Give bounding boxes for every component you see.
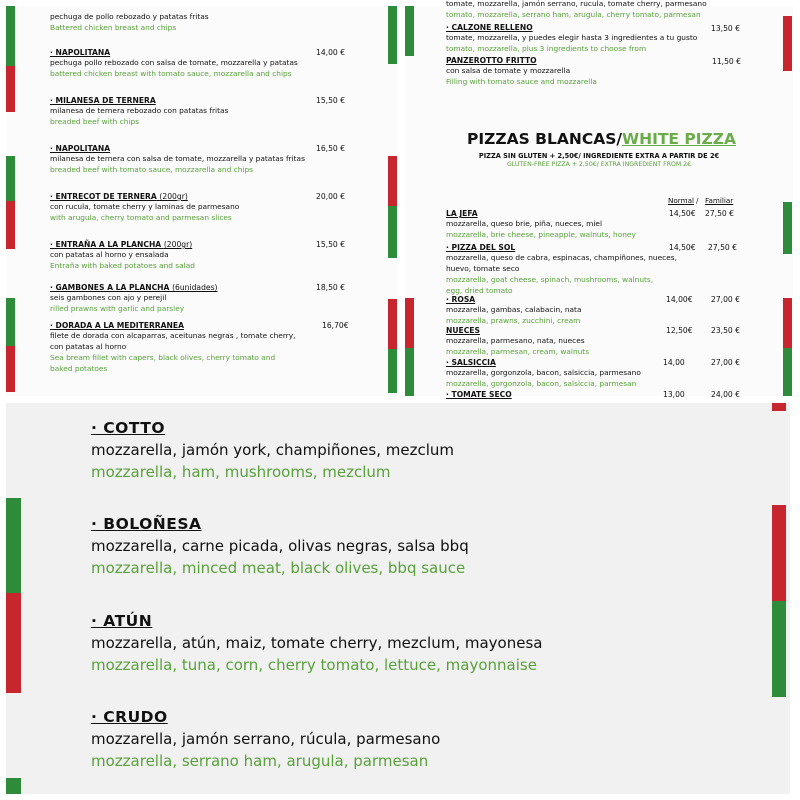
item-price: 11,50 € xyxy=(712,57,741,66)
item-title: · GAMBONES A LA PLANCHA (6unidades) xyxy=(50,283,218,292)
price-normal: 14,00 xyxy=(663,358,685,367)
price-normal: 14,50€ xyxy=(669,209,696,218)
item-desc: pechuga de pollo rebozado y patatas fritas xyxy=(50,12,209,21)
column-separator: / xyxy=(696,196,699,205)
item-desc-en: Sea bream fillet with capers, black olives, cherry tomato and xyxy=(50,353,276,362)
price-normal: 14,00€ xyxy=(666,295,693,304)
item-desc: seis gambones con ajo y perejil xyxy=(50,293,167,302)
item-desc-en: Filling with tomato sauce and mozzarella xyxy=(446,77,597,86)
item-desc: milanesa de ternera rebozado con patatas fritas xyxy=(50,106,229,115)
item-desc: mozzarella, jamón serrano, rúcula, parmesano xyxy=(91,730,441,748)
menu-item xyxy=(91,515,469,577)
item-desc: tomate, mozzarella, y puedes elegir hasta 3 ingredientes a tu gusto xyxy=(446,33,698,42)
item-title: · CRUDO xyxy=(91,708,168,726)
menu-item xyxy=(446,243,781,296)
price-normal: 14,50€ xyxy=(669,243,696,252)
item-desc-en: breaded beef with tomato sauce, mozzarella and chips xyxy=(50,165,253,174)
item-desc-en: mozzarella, serrano ham, arugula, parmesan xyxy=(91,752,429,770)
item-price: 13,50 € xyxy=(711,24,740,33)
menu-item xyxy=(446,326,781,357)
menu-item xyxy=(50,96,380,127)
column-header-normal: Normal xyxy=(668,196,695,205)
item-desc: mozzarella, gambas, calabacin, nata xyxy=(446,305,582,314)
item-desc: huevo, tomate seco xyxy=(446,264,520,273)
item-desc-en: Battered chicken breast and chips xyxy=(50,23,177,32)
menu-page-bottom xyxy=(6,403,790,794)
item-desc: mozzarella, gorgonzola, bacon, salsiccia, parmesano xyxy=(446,368,641,377)
item-desc-en: Entraña with baked potatoes and salad xyxy=(50,261,195,270)
item-desc-en: mozzarella, goat cheese, spinach, mushrooms, walnuts, xyxy=(446,275,654,284)
menu-item xyxy=(91,708,440,770)
item-title: · NAPOLITANA xyxy=(50,144,111,153)
item-title: NUECES xyxy=(446,326,480,335)
item-desc-en: battered chicken breast with tomato sauce, mozzarella and chips xyxy=(50,69,292,78)
menu-item xyxy=(446,358,781,389)
section-subtitle: PIZZA SIN GLUTEN + 2,50€/ INGREDIENTE EXTRA A PARTIR DE 2€ xyxy=(478,152,720,160)
menu-item xyxy=(50,283,380,314)
item-title: · ROSA xyxy=(446,295,476,304)
item-title: · ATÚN xyxy=(91,612,153,630)
item-title: · NAPOLITANA xyxy=(50,48,111,57)
menu-item xyxy=(50,192,380,223)
price-familiar: 27,50 € xyxy=(705,209,734,218)
item-desc-en: mozzarella, gorgonzola, bacon, salsiccia, parmesan xyxy=(446,379,637,388)
item-desc-en: mozzarella, minced meat, black olives, bbq sauce xyxy=(91,559,466,577)
item-price: 16,50 € xyxy=(316,144,345,153)
menu-item xyxy=(446,209,781,240)
item-desc-en: mozzarella, parmesan, cream, walnuts xyxy=(446,347,590,356)
item-desc: mozzarella, queso brie, piña, nueces, miel xyxy=(446,219,603,228)
item-title: · MILANESA DE TERNERA xyxy=(50,96,156,105)
item-title: · DORADA A LA MEDITERRANEA xyxy=(50,321,184,330)
price-familiar: 27,50 € xyxy=(708,243,737,252)
menu-item xyxy=(50,144,380,175)
item-price: 15,50 € xyxy=(316,96,345,105)
item-desc-en: mozzarella, tuna, corn, cherry tomato, lettuce, mayonnaise xyxy=(91,656,537,674)
menu-item xyxy=(446,390,781,399)
item-desc: con patatas al horno xyxy=(50,342,127,351)
item-desc-en: mozzarella, prawns, zucchini, cream xyxy=(446,316,581,325)
item-title xyxy=(50,0,380,11)
price-normal: 13,00 xyxy=(663,390,685,399)
menu-item xyxy=(91,419,454,481)
item-desc-en: mozzarella, ham, mushrooms, mezclum xyxy=(91,463,391,481)
menu-page-right xyxy=(405,0,793,399)
item-desc: con patatas al horno y ensalada xyxy=(50,250,169,259)
menu-item xyxy=(446,295,781,326)
item-desc: mozzarella, jamón york, champiñones, mezclum xyxy=(91,441,454,459)
menu-page-left xyxy=(6,6,397,396)
item-title: · CALZONE RELLENO xyxy=(446,23,533,32)
price-familiar: 27,00 € xyxy=(711,295,740,304)
item-desc-en: mozzarella, brie cheese, pineapple, walnuts, honey xyxy=(446,230,636,239)
price-familiar: 24,00 € xyxy=(711,390,740,399)
item-desc: mozzarella, atún, maiz, tomate cherry, mezclum, mayonesa xyxy=(91,634,543,652)
menu-item xyxy=(91,612,542,674)
price-familiar: 23,50 € xyxy=(711,326,740,335)
price-familiar: 27,00 € xyxy=(711,358,740,367)
section-subtitle-en: GLUTEN-FREE PIZZA + 2,50€/ EXTRA INGREDIENT FROM 2€ xyxy=(506,161,692,168)
price-normal: 12,50€ xyxy=(666,326,693,335)
item-desc: pechuga pollo rebozado con salsa de tomate, mozzarella y patatas xyxy=(50,58,298,67)
item-desc: con rucula, tomate cherry y laminas de parmesano xyxy=(50,202,240,211)
item-desc: mozzarella, parmesano, nata, nueces xyxy=(446,336,585,345)
menu-item xyxy=(446,23,776,54)
menu-item xyxy=(50,240,380,271)
item-desc-en: tomato, mozzarella, plus 3 ingredients to choose from xyxy=(446,44,647,53)
item-title: · ENTRAÑA A LA PLANCHA (200gr) xyxy=(50,240,193,249)
menu-item xyxy=(50,0,380,33)
item-desc-en: baked potatoes xyxy=(50,364,108,373)
section-title: PIZZAS BLANCAS/WHITE PIZZA xyxy=(467,130,737,148)
item-desc: filete de dorada con alcaparras, aceitunas negras , tomate cherry, xyxy=(50,331,296,340)
item-desc: milanesa de ternera con salsa de tomate, mozzarella y patatas fritas xyxy=(50,154,305,163)
item-price: 16,70€ xyxy=(322,321,349,330)
item-price: 15,50 € xyxy=(316,240,345,249)
item-desc-en: rilled prawns with garlic and parsley xyxy=(50,304,185,313)
item-title: · COTTO xyxy=(91,419,166,437)
item-desc-en: with arugula, cherry tomato and parmesan slices xyxy=(50,213,232,222)
item-desc: con salsa de tomate y mozzarella xyxy=(446,66,571,75)
menu-item xyxy=(50,321,380,374)
item-title: · TOMATE SECO xyxy=(446,390,512,399)
item-price: 14,00 € xyxy=(316,48,345,57)
item-desc: tomate, mozzarella, jamón serrano, rucula, tomate cherry, parmesano xyxy=(446,0,707,8)
item-desc-en: tomato, mozzarella, serrano ham, arugula, cherry tomato, parmesan xyxy=(446,10,701,19)
menu-item xyxy=(50,48,380,79)
item-desc: mozzarella, carne picada, olivas negras, salsa bbq xyxy=(91,537,469,555)
menu-item xyxy=(446,56,776,87)
menu-item xyxy=(446,0,776,20)
item-desc-en: breaded beef with chips xyxy=(50,117,140,126)
item-title: · PIZZA DEL SOL xyxy=(446,243,516,252)
column-header-familiar: Familiar xyxy=(705,196,734,205)
item-price: 18,50 € xyxy=(316,283,345,292)
item-title: PANZEROTTO FRITTO xyxy=(446,56,537,65)
item-desc: mozzarella, queso de cabra, espinacas, champiñones, nueces, xyxy=(446,253,677,262)
item-title: · SALSICCIA xyxy=(446,358,496,367)
item-title: · BOLOÑESA xyxy=(91,515,202,533)
item-title: · ENTRECOT DE TERNERA (200gr) xyxy=(50,192,188,201)
item-price: 20,00 € xyxy=(316,192,345,201)
item-desc-en: egg, dried tomato xyxy=(446,286,513,295)
item-title: LA JEFA xyxy=(446,209,478,218)
